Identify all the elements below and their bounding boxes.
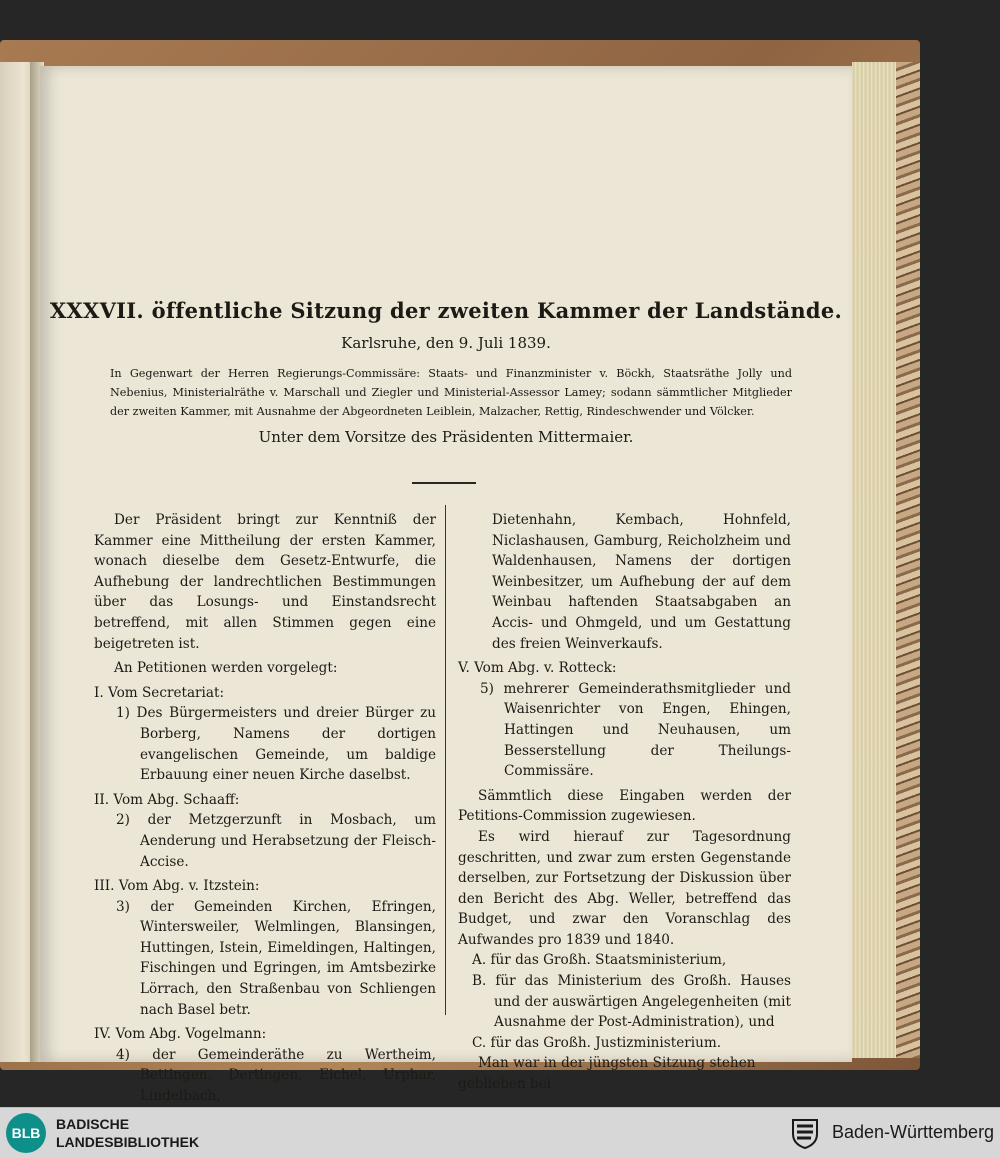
section-heading-2: II. Vom Abg. Schaaff: <box>94 791 240 808</box>
agenda-paragraph: Es wird hierauf zur Tagesordnung geschritten, und zwar zum ersten Gegenstande derselben, zur Fortsetzung der Diskussion über den Bericht des Abg. Weller, betreffend das Budget, und zwar den Voranschlag des Aufwandes pro 1839 und 1840. <box>458 828 791 948</box>
agenda-item-c: C. für das Großh. Justizministerium. <box>472 1034 722 1051</box>
petition-item-2: 2) der Metzgerzunft in Mosbach, um Aenderung und Herabsetzung der Fleisch-Accise. <box>116 812 436 870</box>
page-edges <box>852 62 896 1058</box>
chair-line: Unter dem Vorsitze des Präsidenten Mittermaier. <box>258 428 634 446</box>
attendance-paragraph: In Gegenwart der Herren Regierungs-Commissäre: Staats- und Finanzminister v. Böckh, Staatsräthe Jolly und Nebenius, Ministerialräthe v. Marschall und Ziegler und Ministerial-Assessor Lamey; sodann sämmtlicher Mitglieder der zweiten Kammer, mit Ausnahme der Abgeordneten Leiblein, Malzacher, Rettig, Rindeschwender und Völcker. <box>110 367 792 418</box>
president-intro: Der Präsident bringt zur Kenntniß der Kammer eine Mittheilung der ersten Kammer, wonach dieselbe dem Gesetz-Entwurfe, die Aufhebung der landrechtlichen Bestimmungen über das Losungs- und Einstandsrecht betreffend, mit allen Stimmen gegen eine beigetreten ist. <box>94 512 436 652</box>
column-divider <box>445 505 446 1015</box>
referral-paragraph: Sämmtlich diese Eingaben werden der Petitions-Commission zugewiesen. <box>458 787 791 825</box>
petition-item-3: 3) der Gemeinden Kirchen, Efringen, Wintersweiler, Welmlingen, Blansingen, Huttingen, Istein, Eimeldingen, Haltingen, Fischingen und Egringen, im Amtsbezirke Lörrach, den Straßenbau von Schliengen nach Basel betr. <box>116 898 436 1018</box>
marbled-edge <box>896 62 920 1058</box>
right-column <box>458 510 791 1095</box>
agenda-item-b: B. für das Ministerium des Großh. Hauses und der auswärtigen Angelegenheiten (mit Ausnahme der Post-Administration), und <box>472 973 791 1031</box>
session-title: XXXVII. öffentliche Sitzung der zweiten Kammer der Landstände. <box>49 298 843 323</box>
coat-of-arms-icon <box>790 1116 820 1150</box>
agenda-item-a: A. für das Großh. Staatsministerium, <box>472 952 727 969</box>
closing-line: Man war in der jüngsten Sitzung stehen geblieben bei <box>458 1055 756 1093</box>
section-heading-1: I. Vom Secretariat: <box>94 684 225 701</box>
left-column <box>94 510 436 1107</box>
blb-logo[interactable]: BLB <box>6 1113 46 1153</box>
separator-rule <box>412 482 476 484</box>
petition-item-4-start: 4) der Gemeinderäthe zu Wertheim, Bettingen, Dertingen, Eichel, Urphar, Lindelbach, <box>116 1046 436 1105</box>
section-heading-3: III. Vom Abg. v. Itzstein: <box>94 878 260 895</box>
library-name-line2: LANDESBIBLIOTHEK <box>56 1134 200 1150</box>
petitions-intro: An Petitionen werden vorgelegt: <box>114 660 338 677</box>
section-heading-5: V. Vom Abg. v. Rotteck: <box>458 660 617 677</box>
library-name[interactable] <box>56 1115 199 1151</box>
petition-item-5: 5) mehrerer Gemeinderathsmitglieder und Waisenrichter von Engen, Ehingen, Hattingen und Neuhausen, um Besserstellung der Theilungs-Commissäre. <box>480 680 791 780</box>
viewer-footer <box>0 1107 1000 1158</box>
section-heading-4: IV. Vom Abg. Vogelmann: <box>94 1026 267 1043</box>
petition-item-4-cont: Dietenhahn, Kembach, Hohnfeld, Niclashausen, Gamburg, Reicholzheim und Waldenhausen, Namens der dortigen Weinbesitzer, um Aufhebung der auf dem Weinbau haftenden Staatsabgaben an Accis- und Ohmgeld, und um Gestattung des freien Weinverkaufs. <box>492 512 791 652</box>
state-name[interactable]: Baden-Württemberg <box>832 1122 995 1142</box>
dateline: Karlsruhe, den 9. Juli 1839. <box>341 334 551 352</box>
petition-item-1: 1) Des Bürgermeisters und dreier Bürger zu Borberg, Namens der dortigen evangelischen Gemeinde, um baldige Erbauung einer neuen Kirche daselbst. <box>116 705 436 784</box>
library-name-line1: BADISCHE <box>56 1116 130 1132</box>
